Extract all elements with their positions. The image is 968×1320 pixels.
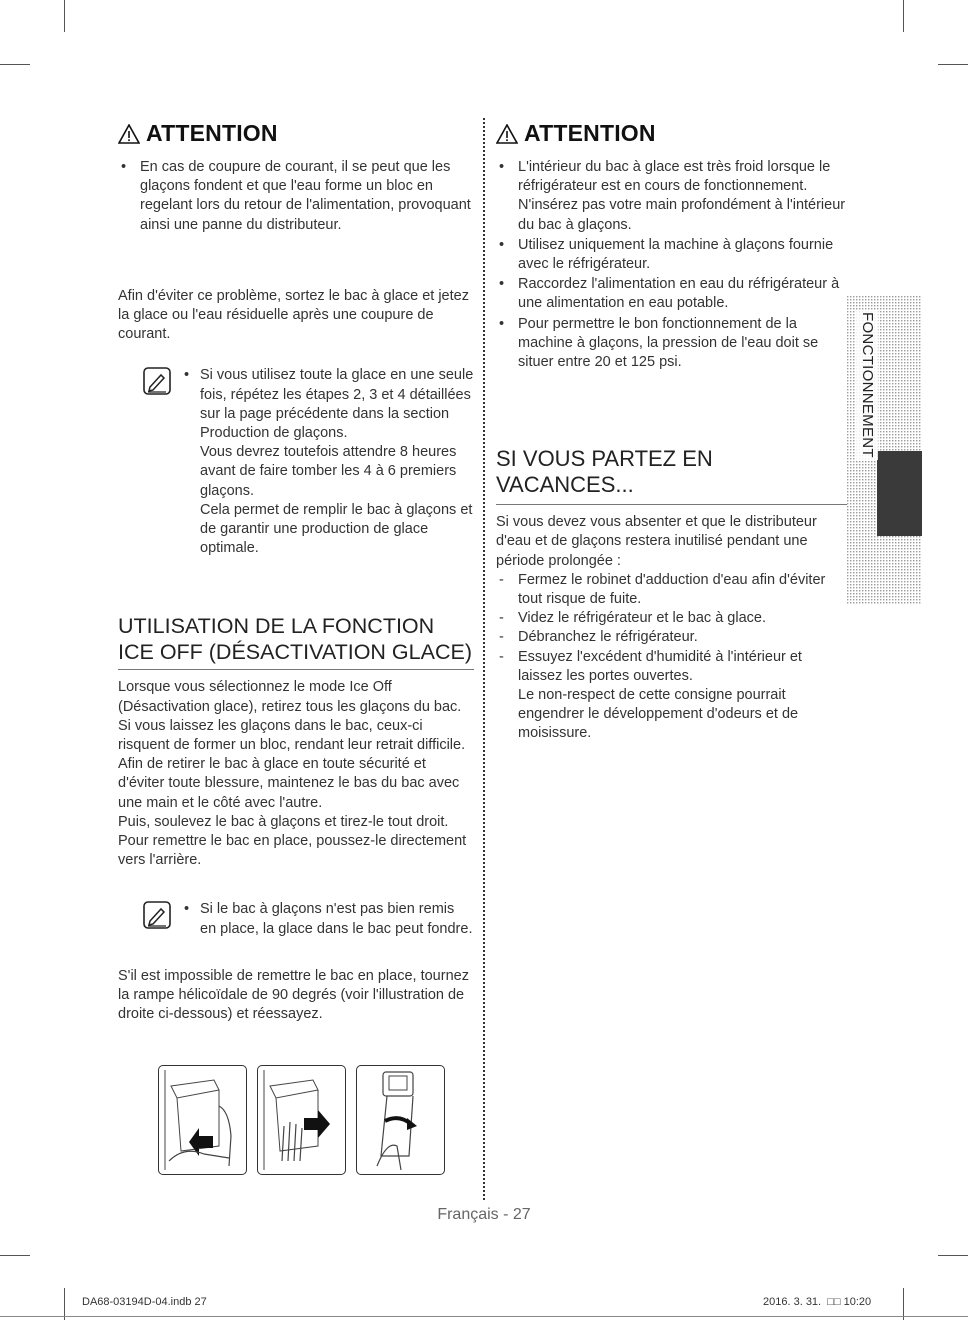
vacation-list [496,571,848,744]
crop-mark [903,0,904,32]
paragraph: Si vous devez vous absenter et que le distributeur d'eau et de glaçons restera inutilisé pendant une période prolongée : [496,514,817,569]
list-item: - Videz le réfrigérateur et le bac à glace. [496,609,848,628]
list-item: - Débranchez le réfrigérateur. [496,628,848,647]
attention-list [496,158,848,372]
list-item-text: Essuyez l'excédent d'humidité à l'intérieur et laissez les portes ouvertes. [518,648,802,684]
paragraph: S'il est impossible de remettre le bac en place, tournez la rampe hélicoïdale de 90 degrés (voir l'illustration de droite ci-dessous) et réessayez. [118,967,469,1023]
warning-triangle-icon [496,124,518,144]
paragraph: Pour remettre le bac en place, poussez-le directement vers l'arrière. [118,833,467,869]
print-time: 10:20 [843,1296,872,1308]
print-date: 2016. 3. 31. [763,1296,822,1308]
note-line: Vous devrez toutefois attendre 8 heures avant de faire tomber les 4 à 6 premiers glaçons. [200,444,457,499]
note-pencil-icon [142,900,172,930]
rotate-auger-illustration [357,1066,444,1174]
attention-list [118,158,474,235]
crop-line [0,1316,968,1317]
column-divider [483,118,485,1200]
page-number: Français - 27 [437,1206,531,1223]
section-body [118,678,474,870]
illustration-push-tray [257,1065,346,1175]
list-item-warning: Le non-respect de cette consigne pourrait engendrer le développement d'odeurs et de moisissure. [518,687,799,742]
crop-mark [64,0,65,32]
section-title-line: UTILISATION DE LA FONCTION [118,614,435,639]
crop-mark [0,1255,30,1256]
note-block [118,900,474,938]
illustration-rotate-auger [356,1065,445,1175]
list-item: • Pour permettre le bon fonctionnement de la machine à glaçons, la pression de l'eau doit se situer entre 20 et 125 psi. [496,315,848,373]
attention-heading [118,120,474,147]
section-title-ice-off [118,613,474,670]
note-body [184,366,474,558]
bullet-dot: • [184,901,190,918]
paragraph: Puis, soulevez le bac à glaçons et tirez-le tout droit. [118,813,449,830]
print-timestamp [763,1296,871,1308]
hands-push-illustration [258,1066,345,1174]
hands-lift-illustration [159,1066,246,1174]
crop-mark [938,64,968,65]
side-tab-label: FONCTIONNEMENT [856,310,878,460]
time-prefix: □□ [827,1296,841,1308]
list-item: • L'intérieur du bac à glace est très froid lorsque le réfrigérateur est en cours de fonctionnement. N'insérez pas votre main profondément à l'intérieur du bac à glaçons. [496,158,848,235]
bullet-dot: • [184,367,190,384]
section-title-line: ICE OFF (DÉSACTIVATION GLACE) [118,640,472,665]
note-line: Si vous utilisez toute la glace en une seule fois, répétez les étapes 2, 3 et 4 détaillées sur la page précédente dans la section Production de glaçons. [200,367,474,442]
note-pencil-icon [142,366,172,396]
note-body [184,900,474,938]
right-column [496,120,848,744]
attention-title: ATTENTION [146,120,278,147]
paragraph: Afin d'éviter ce problème, sortez le bac à glace et jetez la glace ou l'eau résiduelle après une coupure de courant. [118,287,469,343]
list-item: - Fermez le robinet d'adduction d'eau afin d'éviter tout risque de fuite. [496,571,848,609]
note-line: Si le bac à glaçons n'est pas bien remis en place, la glace dans le bac peut fondre. [200,901,473,937]
illustration-remove-tray [158,1065,247,1175]
file-name: DA68-03194D-04.indb 27 [82,1296,207,1308]
list-item: • Utilisez uniquement la machine à glaçons fournie avec le réfrigérateur. [496,236,848,274]
section-title-vacation: SI VOUS PARTEZ EN VACANCES... [496,446,848,505]
list-item: • En cas de coupure de courant, il se peut que les glaçons fondent et que l'eau forme un bloc en regelant lors du retour de l'alimentation, provoquant ainsi une panne du distributeur. [118,158,474,235]
list-item [496,648,848,744]
note-line: Cela permet de remplir le bac à glaçons et de garantir une production de glace optimale. [200,501,473,557]
left-column [118,120,474,1025]
warning-triangle-icon [118,124,140,144]
attention-heading [496,120,848,147]
paragraph: Afin de retirer le bac à glace en toute sécurité et d'éviter toute blessure, maintenez le bas du bac avec une main et le côté avec l'autre. [118,756,460,811]
crop-mark [938,1255,968,1256]
crop-mark [0,64,30,65]
note-block [118,366,474,558]
paragraph: Lorsque vous sélectionnez le mode Ice Off (Désactivation glace), retirez tous les glaçons du bac. Si vous laissez les glaçons dans le bac, ceux-ci risquent de former un bloc, rendant leur retrait difficile. [118,679,466,754]
attention-title: ATTENTION [524,120,656,147]
list-item: • Raccordez l'alimentation en eau du réfrigérateur à une alimentation en eau potable. [496,275,848,313]
